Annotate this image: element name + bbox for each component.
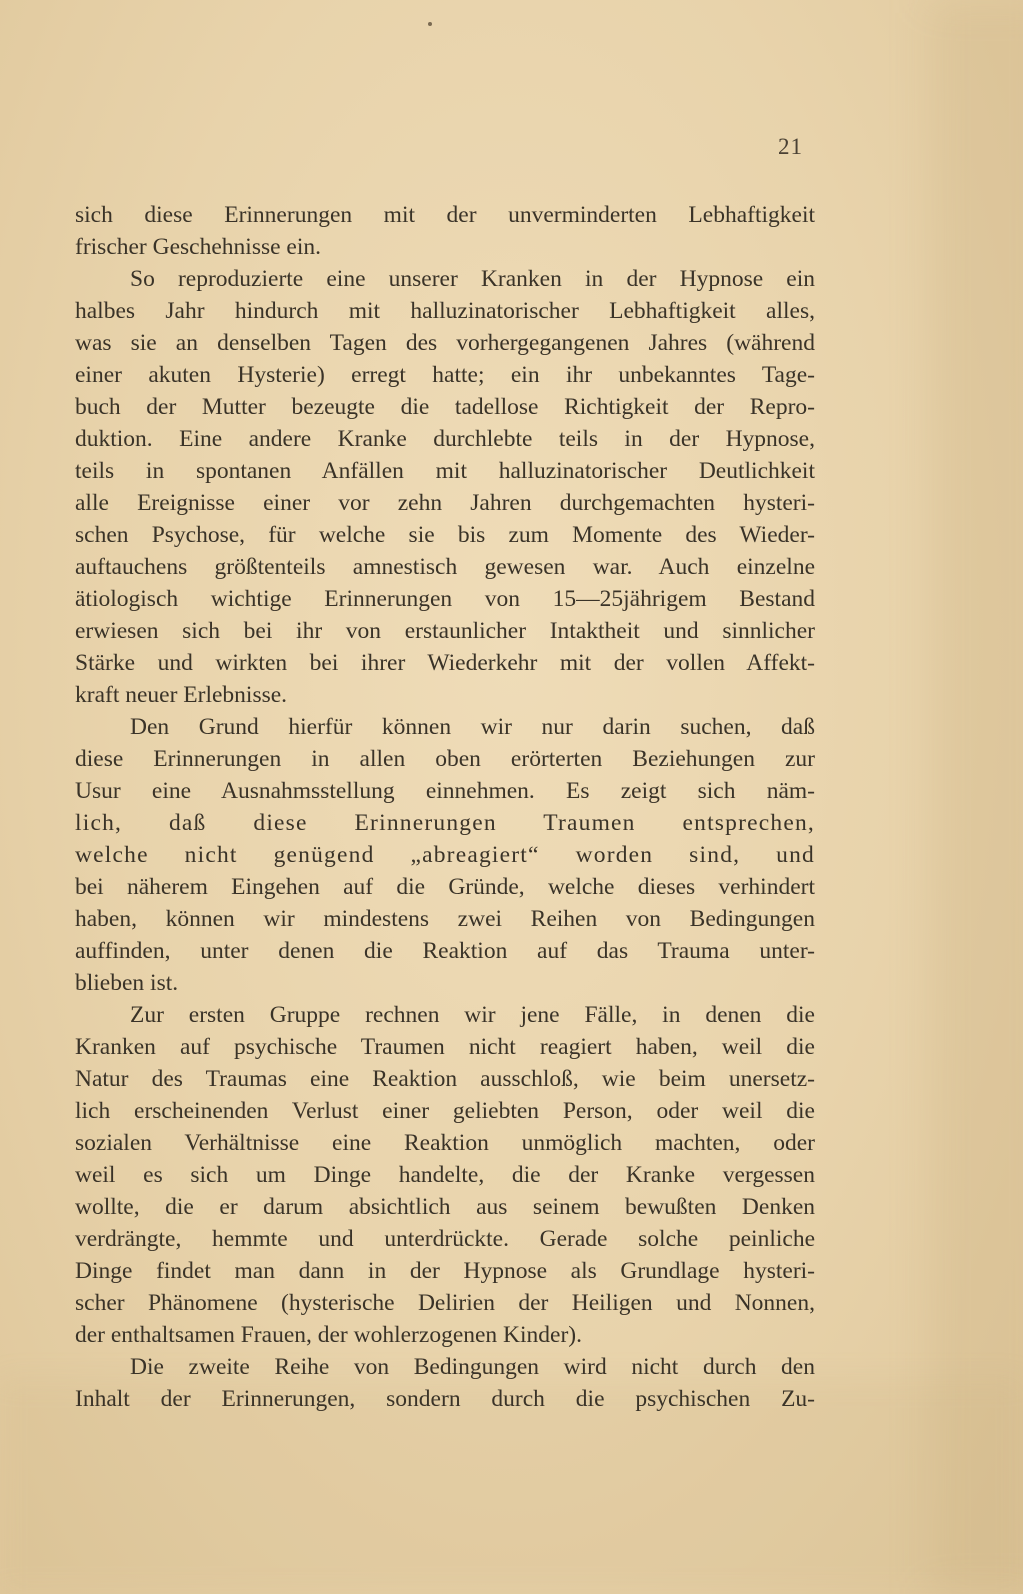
text-line: Inhalt der Erinnerungen, sondern durch die psychischen Zu- [75,1386,815,1412]
text-line: teils in spontanen Anfällen mit halluzinatorischer Deutlichkeit [75,458,815,484]
paragraph-first-line: So reproduzierte eine unserer Kranken in der Hypnose ein [130,266,815,292]
paragraph-first-line: Zur ersten Gruppe rechnen wir jene Fälle, in denen die [130,1002,815,1028]
text-line: frischer Geschehnisse ein. [75,234,322,260]
text-line: welche nicht genügend „abreagiert“ worden sind, und [75,842,815,868]
paper-edge-shading [930,0,1023,1594]
paper-speck [428,22,432,26]
text-line: erwiesen sich bei ihr von erstaunlicher Intaktheit und sinnlicher [75,618,815,644]
text-line: auftauchens größtenteils amnestisch gewesen war. Auch einzelne [75,554,815,580]
text-line: Natur des Traumas eine Reaktion ausschloß, wie beim unersetz- [75,1066,815,1092]
text-line: lich, daß diese Erinnerungen Traumen entsprechen, [75,810,815,836]
text-line: duktion. Eine andere Kranke durchlebte teils in der Hypnose, [75,426,815,452]
text-line: der enthaltsamen Frauen, der wohlerzogenen Kinder). [75,1322,583,1348]
text-line: schen Psychose, für welche sie bis zum Momente des Wieder- [75,522,815,548]
text-line: scher Phänomene (hysterische Delirien der Heiligen und Nonnen, [75,1290,815,1316]
text-line: Stärke und wirkten bei ihrer Wiederkehr mit der vollen Affekt- [75,650,815,676]
text-line: auffinden, unter denen die Reaktion auf das Trauma unter- [75,938,815,964]
paragraph-first-line: Die zweite Reihe von Bedingungen wird nicht durch den [130,1354,815,1380]
text-line: verdrängte, hemmte und unterdrückte. Gerade solche peinliche [75,1226,815,1252]
text-line: halbes Jahr hindurch mit halluzinatorischer Lebhaftigkeit alles, [75,298,815,324]
text-line: wollte, die er darum absichtlich aus seinem bewußten Denken [75,1194,815,1220]
text-line: Kranken auf psychische Traumen nicht reagiert haben, weil die [75,1034,815,1060]
text-line: bei näherem Eingehen auf die Gründe, welche dieses verhindert [75,874,815,900]
paragraph-first-line: Den Grund hierfür können wir nur darin suchen, daß [130,714,815,740]
text-line: alle Ereignisse einer vor zehn Jahren durchgemachten hysteri- [75,490,815,516]
text-line: Dinge findet man dann in der Hypnose als Grundlage hysteri- [75,1258,815,1284]
text-line: ätiologisch wichtige Erinnerungen von 15—25jährigem Bestand [75,586,815,612]
text-line: diese Erinnerungen in allen oben erörterten Beziehungen zur [75,746,815,772]
text-line: haben, können wir mindestens zwei Reihen von Bedingungen [75,906,815,932]
text-line: buch der Mutter bezeugte die tadellose Richtigkeit der Repro- [75,394,815,420]
text-line: einer akuten Hysterie) erregt hatte; ein ihr unbekanntes Tage- [75,362,815,388]
page-number: 21 [778,134,803,159]
text-line: weil es sich um Dinge handelte, die der Kranke vergessen [75,1162,815,1188]
text-line: blieben ist. [75,970,179,996]
text-line: sozialen Verhältnisse eine Reaktion unmöglich machten, oder [75,1130,815,1156]
text-line: kraft neuer Erlebnisse. [75,682,288,708]
text-line: sich diese Erinnerungen mit der unverminderten Lebhaftigkeit [75,202,815,228]
text-line: lich erscheinenden Verlust einer geliebten Person, oder weil die [75,1098,815,1124]
text-line: Usur eine Ausnahmsstellung einnehmen. Es zeigt sich näm- [75,778,815,804]
text-line: was sie an denselben Tagen des vorhergegangenen Jahres (während [75,330,815,356]
